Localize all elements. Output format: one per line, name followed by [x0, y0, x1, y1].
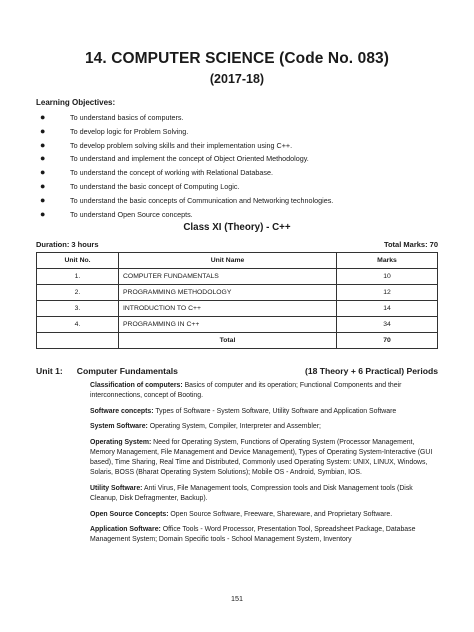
content-paragraph: Operating System: Need for Operating System, Functions of Operating System (Processor Management, Memory Management, File Management and Device Management), Types of Operating System-Interactive (GUI based), Time Sharing, Real Time and Distributed, Commonly used Operating System: UNIX, LINUX, Windows, Solaris, BOSS (Bharat Operating System Solutions); Mobile OS - Android, Symbian, IOS.: [90, 438, 433, 477]
unit-marks-cell: 34: [337, 317, 438, 333]
content-paragraph: System Software: Operating System, Compiler, Interpreter and Assembler;: [90, 423, 321, 431]
unit-name-cell: PROGRAMMING METHODOLOGY: [119, 285, 337, 301]
class-heading: Class XI (Theory) - C++: [183, 222, 291, 233]
unit-name-cell: PROGRAMMING IN C++: [119, 317, 337, 333]
content-paragraph: Open Source Concepts: Open Source Software, Freeware, Shareware, and Proprietary Software.: [90, 510, 393, 518]
bullet-icon: ●: [40, 153, 46, 164]
list-item: ● To understand basics of computers.: [36, 111, 333, 125]
content-paragraph: Classification of computers: Basics of computer and its operation; Functional Components and their interconnections, concept of Booting.: [90, 382, 402, 400]
unit-name-cell: COMPUTER FUNDAMENTALS: [119, 269, 337, 285]
list-item: ● To understand the basic concept of Computing Logic.: [36, 180, 333, 194]
content-paragraph: Utility Software: Anti Virus, File Management tools, Compression tools and Disk Management tools (Disk Cleanup, Disk Defragmenter, Backup).: [90, 484, 413, 503]
table-header-cell: Unit Name: [119, 253, 337, 269]
objectives-list: [36, 111, 333, 221]
list-item: ● To understand the concept of working with Relational Database.: [36, 166, 333, 180]
duration-label: Duration: 3 hours: [36, 240, 99, 249]
unit-content: [90, 381, 438, 551]
total-marks-label: Total Marks: 70: [383, 240, 438, 249]
bullet-icon: ●: [40, 180, 46, 191]
list-item: ● To develop problem solving skills and their implementation using C++.: [36, 139, 333, 153]
table-row: [37, 269, 438, 285]
document-title: 14. COMPUTER SCIENCE (Code No. 083): [84, 50, 390, 67]
table-row: [37, 285, 438, 301]
list-item: ● To understand Open Source concepts.: [36, 208, 333, 222]
unit-number-cell: 2.: [37, 285, 119, 301]
table-total-row: [37, 333, 438, 349]
bullet-icon: ●: [40, 125, 46, 136]
bullet-icon: ●: [40, 208, 46, 219]
page-number: 151: [231, 594, 243, 603]
list-item: ● To develop logic for Problem Solving.: [36, 125, 333, 139]
bullet-icon: ●: [40, 194, 46, 205]
unit-number-cell: 3.: [37, 301, 119, 317]
table-header-row: [37, 253, 438, 269]
bullet-icon: ●: [40, 167, 46, 178]
unit-marks-cell: 12: [337, 285, 438, 301]
objectives-heading: Learning Objectives:: [36, 98, 116, 107]
unit-name-cell: INTRODUCTION TO C++: [119, 301, 337, 317]
unit-marks-cell: 10: [337, 269, 438, 285]
unit-title: Unit 1: Computer Fundamentals: [36, 366, 178, 376]
unit-number-cell: 4.: [37, 317, 119, 333]
units-table: [36, 252, 438, 349]
unit-number-cell: 1.: [37, 269, 119, 285]
bullet-icon: ●: [40, 139, 46, 150]
empty-cell: [37, 333, 119, 349]
content-paragraph: Application Software: Office Tools - Word Processor, Presentation Tool, Spreadsheet Package, Database Management System; Domain Specific tools - School Management System, Inventory: [90, 526, 416, 544]
unit-periods: (18 Theory + 6 Practical) Periods: [304, 366, 438, 376]
total-label-cell: Total: [119, 333, 337, 349]
bullet-icon: ●: [40, 112, 46, 122]
table-header-cell: Marks: [337, 253, 438, 269]
list-item: ● To understand and implement the concept of Object Oriented Methodology.: [36, 152, 333, 166]
unit-marks-cell: 14: [337, 301, 438, 317]
table-row: [37, 301, 438, 317]
table-header-cell: Unit No.: [37, 253, 119, 269]
total-value-cell: 70: [337, 333, 438, 349]
content-paragraph: Software concepts: Types of Software - System Software, Utility Software and Application Software: [90, 407, 397, 415]
document-session: (2017-18): [209, 72, 265, 86]
table-row: [37, 317, 438, 333]
list-item: ● To understand the basic concepts of Communication and Networking technologies.: [36, 194, 333, 208]
